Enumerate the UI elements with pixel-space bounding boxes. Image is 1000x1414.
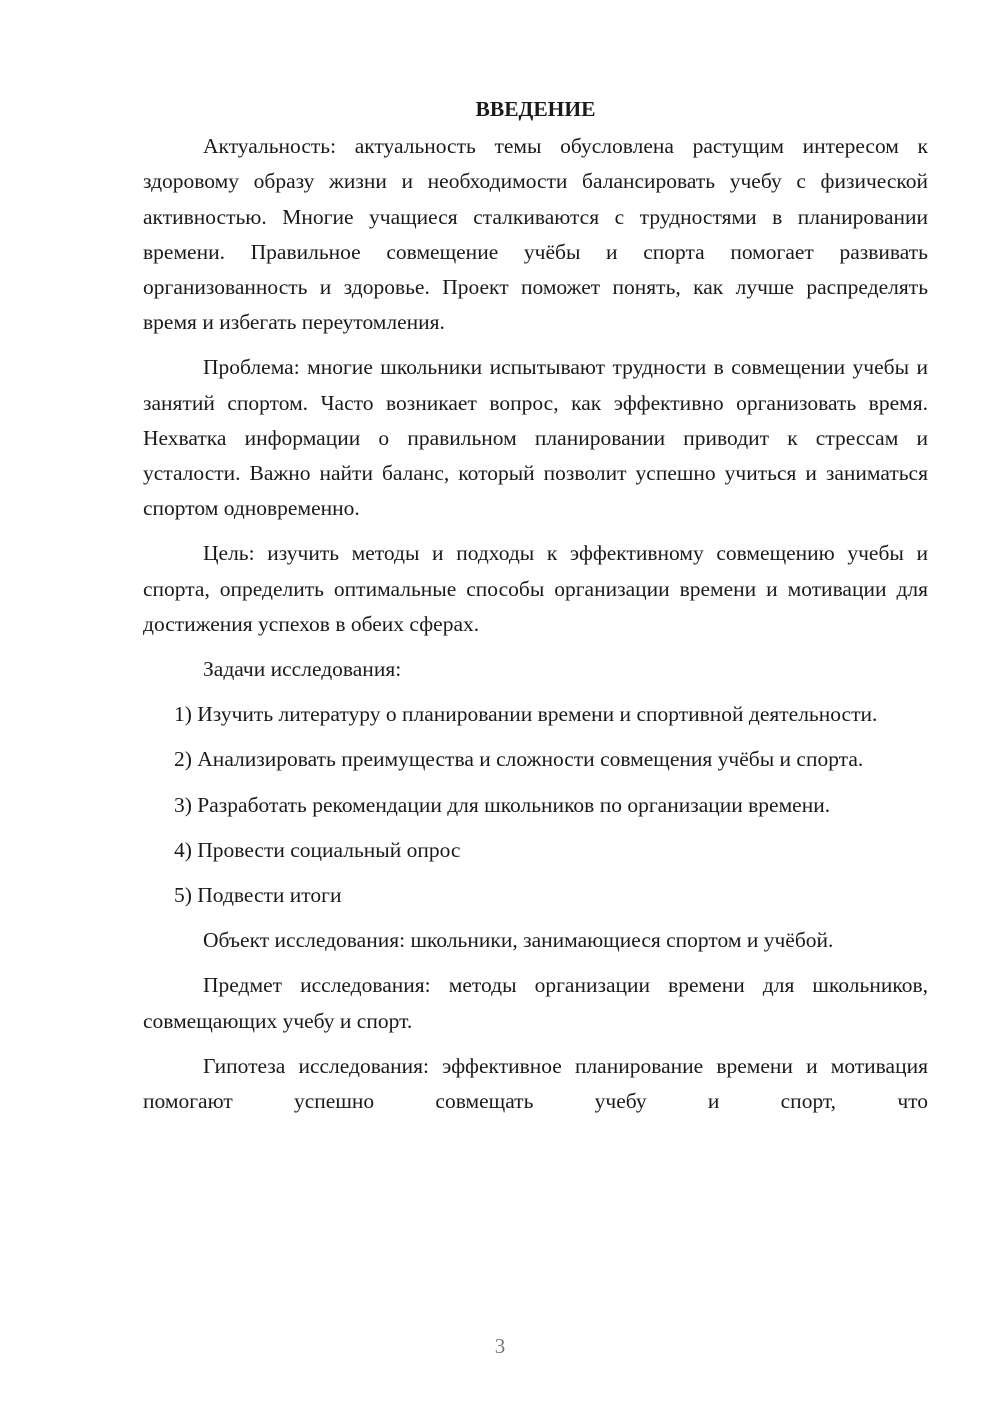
tasks-title: Задачи исследования: xyxy=(203,657,402,682)
paragraph-object: Объект исследования: школьники, занимающиеся спортом и учёбой. xyxy=(203,928,834,953)
task-item-5: 5) Подвести итоги xyxy=(174,883,342,908)
paragraph-goal: Цель: изучить методы и подходы к эффективному совмещению учебы и спорта, определить оптимальные способы организации времени и мотивации для достижения успехов в обеих сферах. xyxy=(143,541,928,636)
paragraph-hypothesis: Гипотеза исследования: эффективное планирование времени и мотивация помогают успешно совмещать учебу и спорт, что xyxy=(143,1053,928,1114)
page-number: 3 xyxy=(494,1334,506,1358)
task-item-1: 1) Изучить литературу о планировании времени и спортивной деятельности. xyxy=(174,702,878,727)
paragraph-subject: Предмет исследования: методы организации времени для школьников, совмещающих учебу и спорт. xyxy=(143,973,928,1033)
section-heading: ВВЕДЕНИЕ xyxy=(475,97,596,121)
task-item-3: 3) Разработать рекомендации для школьников по организации времени. xyxy=(174,792,831,817)
page-content xyxy=(143,92,928,1129)
task-item-2: 2) Анализировать преимущества и сложности совмещения учёбы и спорта. xyxy=(174,747,864,772)
paragraph-problem: Проблема: многие школьники испытывают трудности в совмещении учебы и занятий спортом. Часто возникает вопрос, как эффективно организовать время. Нехватка информации о правильном планировании приводит к стрессам и усталости. Важно найти баланс, который позволит успешно учиться и заниматься спортом одновременно. xyxy=(143,355,928,521)
task-item-4: 4) Провести социальный опрос xyxy=(174,837,461,862)
paragraph-relevance: Актуальность: актуальность темы обусловлена растущим интересом к здоровому образу жизни и необходимости балансировать учебу с физической активностью. Многие учащиеся сталкиваются с трудностями в планировании времени. Правильное совмещение учёбы и спорта помогает развивать организованность и здоровье. Проект поможет понять, как лучше распределять время и избегать переутомления. xyxy=(143,134,928,335)
